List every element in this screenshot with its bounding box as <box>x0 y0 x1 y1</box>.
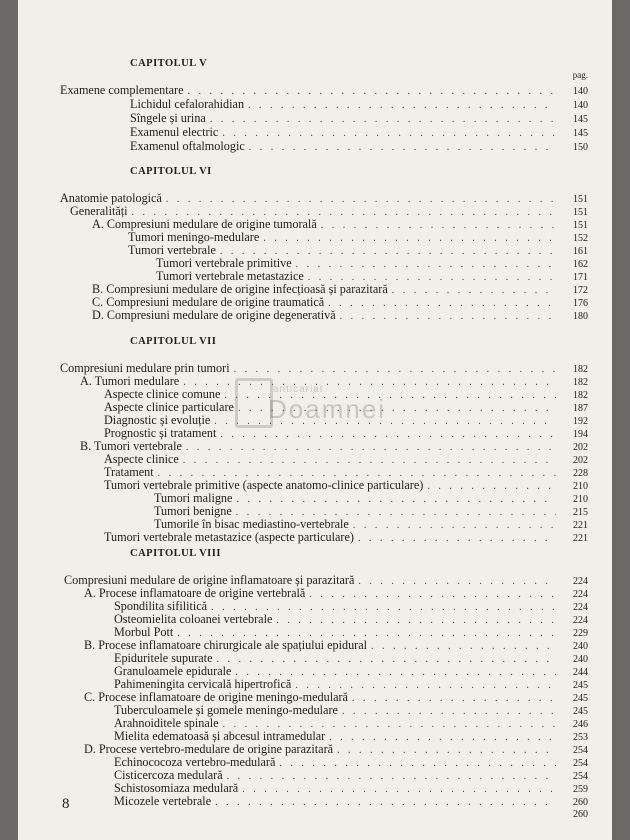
toc-entry: Arahnoiditele spinale . . . 246 <box>114 717 588 730</box>
toc-entry: Tumori vertebrale metastazice (aspecte particulare) . . . 221 <box>104 531 588 544</box>
toc-entry: A. Compresiuni medulare de origine tumorală . . . 151 <box>92 218 588 231</box>
toc-entry: Tumori vertebrale primitive (aspecte anatomo-clinice particulare) . . . 210 <box>104 479 588 492</box>
toc-entry: Aspecte clinice comune . . . 182 <box>104 388 588 401</box>
toc-entry: B. Compresiuni medulare de origine infecțioasă și parazitară . . . 172 <box>92 283 588 296</box>
chapter-8-heading: CAPITOLUL VIII <box>130 548 221 559</box>
toc-entry: A. Tumori medulare . . . 182 <box>80 375 588 388</box>
toc-entry: Spondilita sifilitică . . . 224 <box>114 600 588 613</box>
toc-entry: Tumori vertebrale metastazice . . . 171 <box>156 270 588 283</box>
toc-entry: Aspecte clinice . . . 202 <box>104 453 588 466</box>
pag-label: pag. <box>572 70 588 80</box>
toc-entry: Prognostic și tratament . . . 194 <box>104 427 588 440</box>
toc-entry: Compresiuni medulare prin tumori . . . 182 <box>60 362 588 375</box>
watermark-top-text: anticariat <box>273 384 324 395</box>
toc-entry: Generalități . . . 151 <box>70 205 588 218</box>
chapter-5-heading: CAPITOLUL V <box>130 58 208 69</box>
toc-entry: Schistosomiaza medulară . . . 259 <box>114 782 588 795</box>
toc-entry: Tumorile în bisac mediastino-vertebrale . . . 221 <box>154 518 588 531</box>
chapter-7-heading: CAPITOLUL VII <box>130 336 217 347</box>
toc-entry: Cisticercoza medulară . . . 254 <box>114 769 588 782</box>
toc-entry: D. Procese vertebro-medulare de origine parazitară . . . 254 <box>84 743 588 756</box>
toc-entry: B. Procese inflamatoare chirurgicale ale spațiului epidural . . . 240 <box>84 639 588 652</box>
chapter-6-heading: CAPITOLUL VI <box>130 166 212 177</box>
toc-entry: Tumori vertebrale primitive . . . 162 <box>156 257 588 270</box>
toc-entry: Echinococoza vertebro-medulară . . . 254 <box>114 756 588 769</box>
toc-entry: C. Procese inflamatoare de origine meningo-medulară . . . 245 <box>84 691 588 704</box>
toc-entry: Osteomielita coloanei vertebrale . . . 224 <box>114 613 588 626</box>
toc-entry: 260 <box>573 809 588 820</box>
toc-entry: Micozele vertebrale . . . 260 <box>114 795 588 808</box>
toc-entry: Lichidul cefalorahidian . . . 140 <box>130 98 588 111</box>
toc-entry: B. Tumori vertebrale . . . 202 <box>80 440 588 453</box>
toc-entry: A. Procese inflamatoare de origine vertebrală . . . 224 <box>84 587 588 600</box>
toc-entry: Mielita edematoasă și abcesul intramedular . . . 253 <box>114 730 588 743</box>
book-page <box>18 0 612 840</box>
toc-entry: Examene complementare . . . 140 <box>60 84 588 97</box>
toc-entry: Morbul Pott . . . 229 <box>114 626 588 639</box>
watermark-logo <box>233 378 413 448</box>
toc-entry: Compresiuni medulare de origine inflamatoare și parazitară . . . 224 <box>64 574 588 587</box>
toc-entry: Examenul electric . . . 145 <box>130 126 588 139</box>
toc-entry: Sîngele și urina . . . 145 <box>130 112 588 125</box>
toc-entry: Anatomie patologică . . . 151 <box>60 192 588 205</box>
toc-entry: C. Compresiuni medulare de origine traumatică . . . 176 <box>92 296 588 309</box>
toc-entry: Examenul oftalmologic . . . 150 <box>130 140 588 153</box>
toc-entry: Tumori maligne . . . 210 <box>154 492 588 505</box>
toc-entry: Tumori vertebrale . . . 161 <box>128 244 588 257</box>
toc-entry: Diagnostic și evoluție . . . 192 <box>104 414 588 427</box>
toc-entry: Aspecte clinice particulare . . . 187 <box>104 401 588 414</box>
toc-entry: Epiduritele supurate . . . 240 <box>114 652 588 665</box>
watermark-main-text: Doamnei <box>268 394 387 424</box>
toc-entry: Tratament . . . 228 <box>104 466 588 479</box>
page-number: 8 <box>62 796 70 812</box>
toc-entry: Granuloamele epidurale . . . 244 <box>114 665 588 678</box>
toc-entry: D. Compresiuni medulare de origine degenerativă . . . 180 <box>92 309 588 322</box>
toc-entry: Tuberculoamele și gomele meningo-medulare . . . 245 <box>114 704 588 717</box>
toc-entry: Pahimeningita cervicală hipertrofică . . . 245 <box>114 678 588 691</box>
toc-entry: Tumori meningo-medulare . . . 152 <box>128 231 588 244</box>
toc-entry: Tumori benigne . . . 215 <box>154 505 588 518</box>
